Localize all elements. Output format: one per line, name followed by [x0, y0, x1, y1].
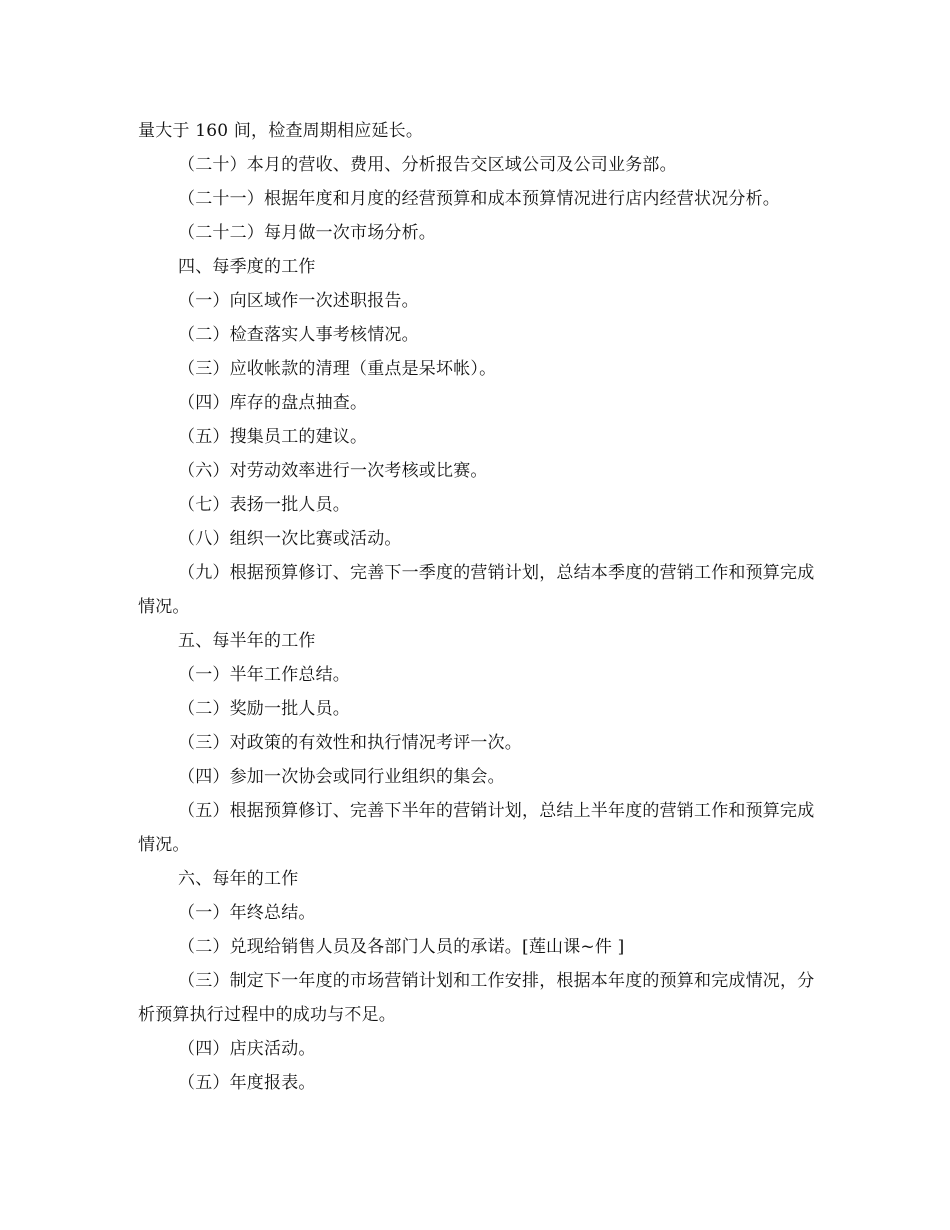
paragraph-1: 量大于 160 间，检查周期相应延长。: [138, 121, 424, 141]
paragraph-19: （四）参加一次协会或同行业组织的集会。: [178, 767, 505, 787]
paragraph-2: （二十）本月的营收、费用、分析报告交区域公司及公司业务部。: [178, 155, 677, 175]
section-heading-half-year: 五、每半年的工作: [178, 631, 316, 651]
paragraph-20: （五）根据预算修订、完善下半年的营销计划，总结上半年度的营销工作和预算完成情况。: [138, 801, 815, 855]
paragraph-23: （二）兑现给销售人员及各部门人员的承诺。[莲山课~件 ]: [178, 937, 625, 957]
paragraph-7: （二）检查落实人事考核情况。: [178, 325, 419, 345]
document-body: [138, 114, 818, 1100]
paragraph-11: （六）对劳动效率进行一次考核或比赛。: [178, 461, 488, 481]
paragraph-14: （九）根据预算修订、完善下一季度的营销计划，总结本季度的营销工作和预算完成情况。: [138, 563, 815, 617]
section-heading-yearly: 六、每年的工作: [178, 869, 299, 889]
paragraph-22: （一）年终总结。: [178, 903, 316, 923]
section-heading-quarterly: 四、每季度的工作: [178, 257, 316, 277]
paragraph-17: （二）奖励一批人员。: [178, 699, 350, 719]
paragraph-8: （三）应收帐款的清理（重点是呆坏帐）。: [178, 359, 497, 379]
paragraph-4: （二十二）每月做一次市场分析。: [178, 223, 436, 243]
paragraph-9: （四）库存的盘点抽查。: [178, 393, 368, 413]
paragraph-3: （二十一）根据年度和月度的经营预算和成本预算情况进行店内经营状况分析。: [178, 189, 780, 209]
paragraph-10: （五）搜集员工的建议。: [178, 427, 368, 447]
paragraph-12: （七）表扬一批人员。: [178, 495, 350, 515]
paragraph-25: （四）店庆活动。: [178, 1039, 316, 1059]
paragraph-26: （五）年度报表。: [178, 1073, 316, 1093]
paragraph-18: （三）对政策的有效性和执行情况考评一次。: [178, 733, 522, 753]
paragraph-24: （三）制定下一年度的市场营销计划和工作安排，根据本年度的预算和完成情况，分析预算执行过程中的成功与不足。: [138, 971, 815, 1025]
paragraph-6: （一）向区域作一次述职报告。: [178, 291, 419, 311]
paragraph-13: （八）组织一次比赛或活动。: [178, 529, 402, 549]
paragraph-16: （一）半年工作总结。: [178, 665, 350, 685]
